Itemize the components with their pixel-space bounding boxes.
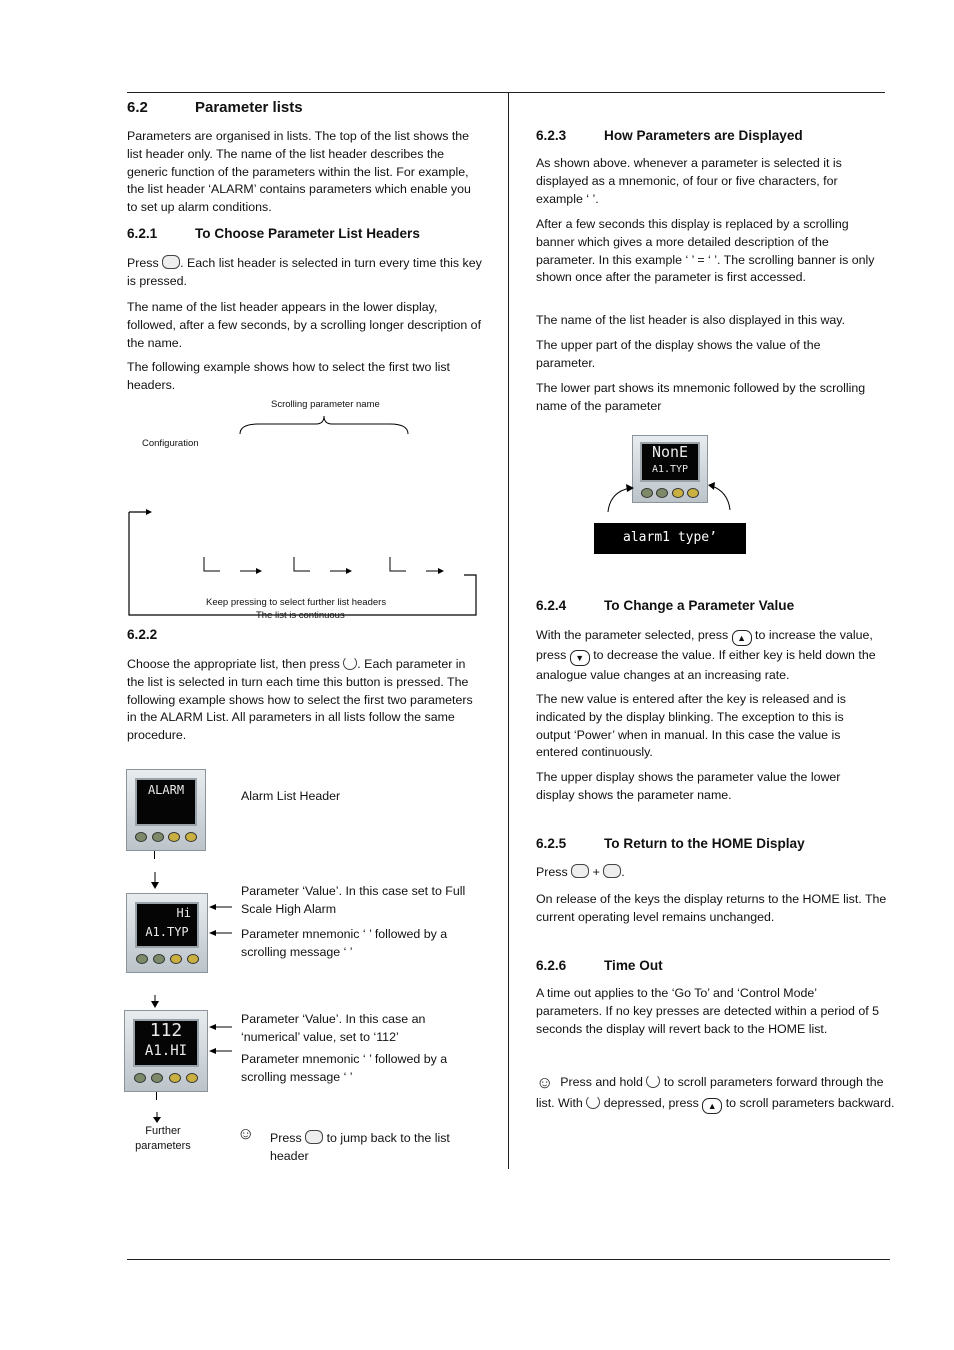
s623-paragraph-4: The upper part of the display shows the value of the parameter.	[536, 338, 821, 370]
s622-paragraph: Choose the appropriate list, then press . Each parameter in the list is selected in turn each time this button is pressed. The following example shows how to select the first two parameters in the ALARM List. All parameters in all lists follow the same procedure.	[127, 657, 473, 743]
top-rule	[127, 92, 885, 93]
up-arrow-key-icon: ▲	[732, 630, 752, 646]
s623-paragraph-2: After a few seconds this display is replaced by a scrolling banner which gives a more detailed description of the parameter. In this example ‘ ’ = ‘ ’. The scrolling banner is only shown once after the parameter is first accessed.	[536, 217, 875, 285]
scroll-key-icon	[586, 1095, 600, 1109]
down-arrow	[152, 1112, 162, 1124]
list-continuous-note: The list is continuous	[256, 610, 345, 621]
display-screen: ALARM	[135, 778, 197, 826]
section-6-2-1-heading: 6.2.1 To Choose Parameter List Headers	[127, 226, 420, 241]
configuration-label: Configuration	[142, 438, 199, 449]
s62-paragraph: Parameters are organised in lists. The top of the list shows the list header only. The name of the list header describes the generic function of the parameters within the list. For example, the list header ‘ALARM’ contains parameters which enable you to set up alarm conditions.	[127, 129, 471, 215]
s624-paragraph-3: The upper display shows the parameter value the lower display shows the parameter name.	[536, 770, 841, 802]
page-key-icon	[162, 255, 180, 269]
s623-paragraph-5: The lower part shows its mnemonic followed by the scrolling name of the parameter	[536, 381, 866, 413]
page-key-icon	[305, 1130, 323, 1144]
scrolling-parameter-label: Scrolling parameter name	[271, 399, 380, 410]
scroll-key-icon	[343, 656, 357, 670]
dev3-mnemonic-note: Parameter mnemonic ‘ ’ followed by a scrolling message ‘ ’	[241, 1052, 448, 1084]
s623-paragraph-1: As shown above. whenever a parameter is selected it is displayed as a mnemonic, of four or five characters, for example ‘ ’.	[536, 156, 842, 206]
left-tip: Press to jump back to the list header	[270, 1131, 450, 1163]
section-6-2-3-heading: 6.2.3 How Parameters are Displayed	[536, 128, 803, 143]
down-arrow-key-icon: ▼	[570, 650, 590, 666]
s624-paragraph-1: With the parameter selected, press ▲ to increase the value, press ▼ to decrease the value. If either key is held down the analogue value changes at an increasing rate.	[536, 628, 876, 682]
s621-paragraph-3: The following example shows how to select the first two list headers.	[127, 360, 450, 392]
smiley-icon: ☺	[237, 1124, 255, 1143]
scroll-key-icon	[603, 864, 621, 878]
s625-paragraph-2: On release of the keys the display returns to the HOME list. The current operating level remains unchanged.	[536, 892, 887, 924]
display-screen: Hi A1.TYP	[135, 902, 199, 948]
section-title: Parameter lists	[195, 99, 303, 116]
pointer-arrows	[208, 1020, 234, 1060]
section-number: 6.2	[127, 99, 148, 116]
page-key-icon	[571, 864, 589, 878]
display-screen: 112 A1.HI	[133, 1019, 199, 1067]
column-divider	[508, 93, 509, 1169]
dev2-mnemonic-note: Parameter mnemonic ‘ ’ followed by a scrolling message ‘ ’	[241, 927, 448, 959]
s624-paragraph-2: The new value is entered after the key is released and is indicated by the display blinking. The exception to this is output ‘Power’ when in manual. In this case the value is entered continuously.	[536, 692, 846, 760]
smiley-icon: ☺	[536, 1073, 554, 1092]
display-screen: NonE A1.TYP	[640, 442, 700, 482]
brace-icon	[238, 414, 410, 436]
bottom-rule	[127, 1259, 890, 1260]
up-arrow-key-icon: ▲	[702, 1098, 722, 1114]
s625-paragraph-1: Press + .	[536, 865, 625, 879]
down-arrow	[150, 995, 160, 1009]
controller-alarm-high	[124, 1010, 208, 1092]
keep-pressing-note: Keep pressing to select further list headers	[206, 597, 387, 608]
down-arrow	[150, 872, 160, 890]
s621-paragraph-1: Press . Each list header is selected in turn every time this key is pressed.	[127, 256, 482, 288]
controller-alarm-type	[126, 893, 208, 973]
dev3-value-note: Parameter ‘Value’. In this case an ‘numerical’ value, set to ‘112’	[241, 1012, 426, 1044]
s626-paragraph: A time out applies to the ‘Go To’ and ‘Control Mode’ parameters. If no key presses are detected within a period of 5 seconds the display will revert back to the HOME list.	[536, 986, 879, 1036]
pointer-arrows	[208, 900, 234, 940]
scrolling-banner: alarm1 type’	[594, 523, 746, 554]
controller-alarm-list	[126, 769, 206, 851]
s623-paragraph-3: The name of the list header is also displayed in this way.	[536, 313, 846, 327]
section-6-2-2-heading: 6.2.2 To Locate a Parameter	[127, 627, 340, 642]
s621-paragraph-2: The name of the list header appears in the lower display, followed, after a few seconds, by a scrolling longer description of the name.	[127, 300, 482, 350]
section-6-2-heading	[127, 99, 303, 116]
section-6-2-4-heading: 6.2.4 To Change a Parameter Value	[536, 598, 795, 613]
scroll-key-icon	[646, 1074, 660, 1088]
section-6-2-5-heading: 6.2.5 To Return to the HOME Display	[536, 836, 805, 851]
alarm-list-header-label: Alarm List Header	[241, 789, 341, 803]
right-tip: ☺ Press and hold to scroll parameters forward through the list. With depressed, press ▲ to scroll parameters backward.	[536, 1072, 896, 1114]
section-6-2-6-heading: 6.2.6 Time Out	[536, 958, 663, 973]
scroll-arrows	[600, 480, 740, 516]
dev2-value-note: Parameter ‘Value’. In this case set to Full Scale High Alarm	[241, 884, 466, 916]
further-parameters-label: Further parameters	[135, 1125, 191, 1152]
